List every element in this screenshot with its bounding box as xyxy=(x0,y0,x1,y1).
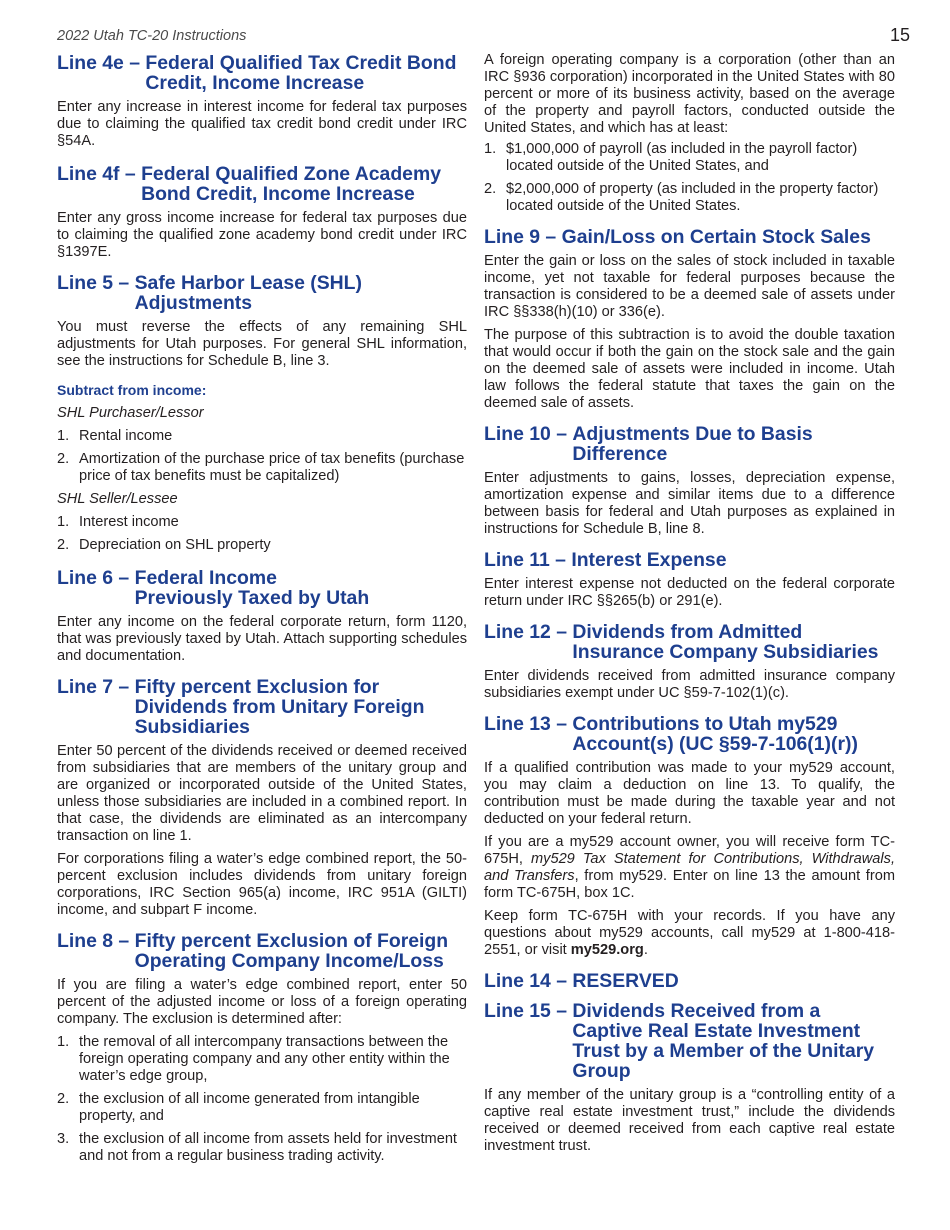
heading-label: Line 12 – xyxy=(484,621,567,643)
list-item-text: the exclusion of all income generated from intangible property, and xyxy=(79,1091,420,1124)
heading-text: Safe Harbor Lease (SHL) Adjustments xyxy=(134,272,362,314)
right-column xyxy=(484,52,895,1155)
heading-label: Line 15 – xyxy=(484,1000,567,1022)
heading-text: Contributions to Utah my529 Account(s) (UC §59-7-106(1)(r)) xyxy=(572,713,858,755)
line-12-text: Enter dividends received from admitted insurance company subsidiaries exempt under UC §59-7-102(1)(c). xyxy=(484,668,895,701)
left-column xyxy=(57,53,467,1165)
subtract-from-income-heading: Subtract from income: xyxy=(57,382,207,398)
heading-label: Line 4f – xyxy=(57,163,136,185)
list-item: 1. Interest income xyxy=(57,514,467,531)
line-9-text-1: Enter the gain or loss on the sales of stock included in taxable income, yet not taxable for federal purposes because the transaction is considered to be a deemed sale of assets under IRC §§338(h)(10) or 336(e). xyxy=(484,253,895,320)
list-item-text: Depreciation on SHL property xyxy=(79,537,271,553)
heading-line-5 xyxy=(57,273,467,313)
list-item: 2. Amortization of the purchase price of tax benefits (purchase price of tax benefits must be capitalized) xyxy=(57,451,467,485)
heading-label: Line 13 – xyxy=(484,713,567,735)
line-5-text: You must reverse the effects of any remaining SHL adjustments for Utah purposes. For general SHL information, see the instructions for Schedule B, line 3. xyxy=(57,319,467,369)
list-item-text: Rental income xyxy=(79,428,173,444)
heading-text: Fifty percent Exclusion of Foreign Operating Company Income/Loss xyxy=(134,930,449,972)
list-item-text: Amortization of the purchase price of tax benefits (purchase price of tax benefits must be capitalized) xyxy=(79,451,465,484)
seller-list xyxy=(57,514,467,554)
line-7-text-1: Enter 50 percent of the dividends received or deemed received from subsidiaries that are members of the unitary group and are organized or incorporated outside of the United States, unless those subsidiaries are included in a combined report. In that case, the dividends are eliminated as an intercompany transaction on line 1. xyxy=(57,743,467,844)
heading-label: Line 5 – xyxy=(57,272,130,294)
my529-website: my529.org xyxy=(570,942,644,958)
heading-line-13 xyxy=(484,714,895,754)
line-7-text-2: For corporations filing a water’s edge combined report, the 50-percent exclusion includes dividends from unitary foreign corporations, IRC Section 965(a) income, IRC 951A (GILTI) income, and subpart F income. xyxy=(57,851,467,918)
line-6-text: Enter any income on the federal corporate return, form 1120, that was previously taxed by Utah. Attach supporting schedules and documentation. xyxy=(57,614,467,664)
list-item-text: the exclusion of all income from assets held for investment and not from a regular business trading activity. xyxy=(79,1131,457,1164)
heading-line-14: Line 14 – RESERVED xyxy=(484,970,679,992)
line-13-text-3 xyxy=(484,908,895,959)
foreign-operating-company-text: A foreign operating company is a corporation (other than an IRC §936 corporation) incorporated in the United States with 80 percent or more of its business activity, based on the average of the property and payroll factors, conducted outside the United States, and which has at least: xyxy=(484,52,895,136)
line-8-text: If you are filing a water’s edge combined report, enter 50 percent of the adjusted income or loss of a foreign operating company. The exclusion is determined after: xyxy=(57,977,467,1027)
heading-text: Dividends from Admitted Insurance Company Subsidiaries xyxy=(572,621,879,663)
text-run: . xyxy=(643,942,648,958)
line-9-text-2: The purpose of this subtraction is to avoid the double taxation that would occur if both the gain on the stock sale and the gain on the deemed sale of assets were included in income. Utah law follows the federal statute that taxes the gain on the deemed sale of assets. xyxy=(484,327,895,411)
heading-label: Line 9 – xyxy=(484,226,557,248)
list-item-text: $1,000,000 of payroll (as included in the payroll factor) located outside of the United States, and xyxy=(506,141,858,174)
heading-line-12 xyxy=(484,622,895,662)
heading-line-4e xyxy=(57,53,467,93)
line-15-text: If any member of the unitary group is a “controlling entity of a captive real estate investment trust,” include the dividends received or deemed received from each captive real estate investment trust. xyxy=(484,1087,895,1154)
list-item: 2. Depreciation on SHL property xyxy=(57,537,467,554)
heading-label: Line 8 – xyxy=(57,930,130,952)
document-title: 2022 Utah TC-20 Instructions xyxy=(57,28,247,44)
heading-text: Federal Income Previously Taxed by Utah xyxy=(134,567,370,609)
foc-list xyxy=(484,141,895,215)
list-item: 1. the removal of all intercompany transactions between the foreign operating company and any other entity within the water’s edge group, xyxy=(57,1034,467,1085)
shl-purchaser-heading: SHL Purchaser/Lessor xyxy=(57,405,204,421)
list-item-text: $2,000,000 of property (as included in the property factor) located outside of the United States. xyxy=(506,181,879,214)
page-number: 15 xyxy=(890,25,911,45)
heading-text: Fifty percent Exclusion for Dividends from Unitary Foreign Subsidiaries xyxy=(134,676,425,738)
list-item-text: the removal of all intercompany transactions between the foreign operating company and any other entity within the water’s edge group, xyxy=(79,1034,450,1084)
line-13-text-2 xyxy=(484,834,895,902)
text-run: Keep form TC-675H with your records. If you have any questions about my529 accounts, call my529 at 1-800-418-2551, or visit xyxy=(484,908,895,958)
heading-line-10 xyxy=(484,424,895,464)
heading-line-8 xyxy=(57,931,467,971)
line-13-text-1: If a qualified contribution was made to your my529 account, you may claim a deduction on line 13. To qualify, the contribution must be made during the taxable year and not deducted on your federal return. xyxy=(484,760,895,827)
list-item-text: Interest income xyxy=(79,514,179,530)
shl-seller-heading: SHL Seller/Lessee xyxy=(57,491,178,507)
heading-text: Federal Qualified Tax Credit Bond Credit, Income Increase xyxy=(145,52,457,94)
heading-line-7 xyxy=(57,677,467,737)
line-11-text: Enter interest expense not deducted on the federal corporate return under IRC §§265(b) or 291(e). xyxy=(484,576,895,609)
list-item: 1. $1,000,000 of payroll (as included in the payroll factor) located outside of the United States, and xyxy=(484,141,895,175)
line-4e-text: Enter any increase in interest income for federal tax purposes due to claiming the qualified tax credit bond credit under IRC §54A. xyxy=(57,99,467,149)
heading-line-11 xyxy=(484,550,895,570)
heading-label: Line 4e – xyxy=(57,52,140,74)
heading-text: Adjustments Due to Basis Difference xyxy=(572,423,813,465)
list-item: 2. $2,000,000 of property (as included in the property factor) located outside of the United States. xyxy=(484,181,895,215)
heading-label: Line 7 – xyxy=(57,676,130,698)
heading-text: Gain/Loss on Certain Stock Sales xyxy=(561,226,871,248)
heading-text: Interest Expense xyxy=(571,549,727,571)
heading-text: Federal Qualified Zone Academy Bond Credit, Income Increase xyxy=(141,163,441,205)
line-8-list xyxy=(57,1034,467,1165)
heading-line-9 xyxy=(484,227,895,247)
heading-label: Line 11 – xyxy=(484,549,566,571)
heading-line-4f xyxy=(57,164,467,204)
line-10-text: Enter adjustments to gains, losses, depreciation expense, amortization expense and similar items due to a difference between basis for federal and Utah purposes as explained in instructions for Schedule B, line 8. xyxy=(484,470,895,537)
list-item: 3. the exclusion of all income from assets held for investment and not from a regular business trading activity. xyxy=(57,1131,467,1165)
line-4f-text: Enter any gross income increase for federal tax purposes due to claiming the qualified zone academy bond credit under IRC §1397E. xyxy=(57,210,467,260)
text-run: If you are a my529 account owner, you will receive form TC-675H, xyxy=(484,834,895,867)
heading-line-15 xyxy=(484,1001,895,1081)
list-item: 2. the exclusion of all income generated from intangible property, and xyxy=(57,1091,467,1125)
purchaser-list xyxy=(57,428,467,485)
list-item: 1. Rental income xyxy=(57,428,467,445)
heading-label: Line 10 – xyxy=(484,423,567,445)
heading-text: Dividends Received from a Captive Real Estate Investment Trust by a Member of the Unitary Group xyxy=(572,1000,875,1082)
heading-label: Line 6 – xyxy=(57,567,130,589)
text-run: , from my529. Enter on line 13 the amount from form TC-675H, box 1C. xyxy=(484,868,895,901)
form-title-italic: my529 Tax Statement for Contributions, Withdrawals, and Transfers xyxy=(484,851,896,884)
heading-line-6 xyxy=(57,568,467,608)
